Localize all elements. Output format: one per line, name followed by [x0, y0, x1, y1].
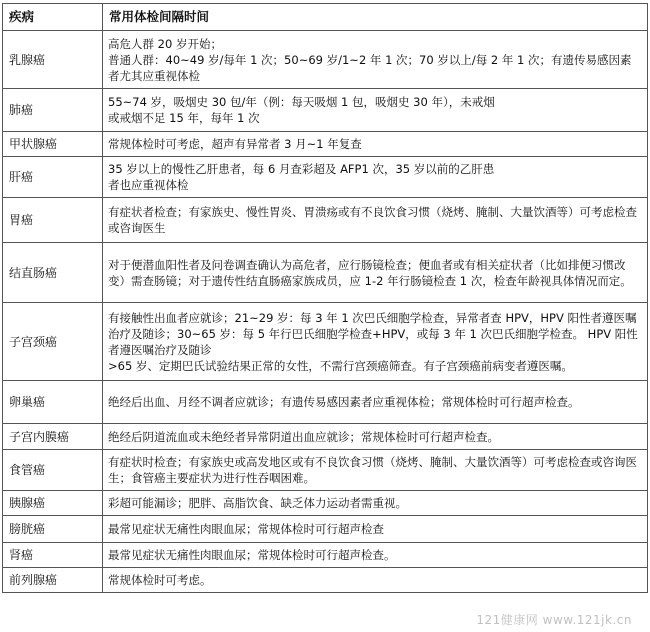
disease-name: 肝癌: [3, 157, 103, 198]
interval-line: 最常见症状无痛性肉眼血尿；常规体检时可行超声检查。: [108, 548, 396, 562]
table-row: [3, 381, 648, 424]
interval-line: 绝经后阴道流血或未绝经者异常阴道出血应就诊；常规体检时可行超声检查。: [108, 429, 499, 444]
table-row: [3, 568, 648, 593]
interval-line: >65 岁、定期巴氏试验结果正常的女性，不需行宫颈癌筛查。有子宫颈癌前病变者遵医嘱。: [108, 358, 573, 373]
interval-line: 常规体检时可考虑，超声有异常者 3 月~1 年复查: [108, 137, 362, 151]
header-disease: 疾病: [3, 4, 103, 31]
interval-text: [103, 89, 648, 132]
interval-text: [103, 198, 648, 243]
table-row: [3, 243, 648, 303]
interval-line: 有接触性出血者应就诊；21~29 岁：每 3 年 1 次巴氏细胞学检查，异常者查 HPV，HPV 阳性者遵医嘱治疗及随诊；30~65 岁：每 5 年行巴氏细胞学检查+HPV，或每 3 年 1 次巴氏细胞学检查。 HPV 阳性者遵医嘱治疗及随诊: [108, 310, 638, 357]
interval-line: 者也应重视体检: [108, 178, 189, 192]
table-row: [3, 424, 648, 450]
table-row: [3, 303, 648, 381]
disease-name: 胃癌: [3, 198, 103, 243]
interval-text: [103, 303, 648, 381]
site-watermark: 121健康网 www.121jk.cn: [476, 613, 632, 627]
interval-text: [103, 543, 648, 568]
disease-name: 子宫颈癌: [3, 303, 103, 381]
disease-name: 前列腺癌: [3, 568, 103, 593]
interval-text: [103, 491, 648, 516]
table-row: [3, 89, 648, 132]
interval-line: 高危人群 20 岁开始；: [108, 36, 222, 51]
interval-line: 有症状时检查；有家族史或高发地区或有不良饮食习惯（烧烤、腌制、大量饮酒等）可考虑检查或咨询医生；食管癌主要症状为进行性吞咽困难。: [108, 455, 637, 485]
table-row: [3, 157, 648, 198]
screening-interval-table: [2, 3, 648, 593]
interval-text: [103, 424, 648, 450]
table-row: [3, 543, 648, 568]
interval-line: 最常见症状无痛性肉眼血尿；常规体检时可行超声检查: [108, 522, 384, 536]
disease-name: 甲状腺癌: [3, 132, 103, 157]
disease-name: 乳腺癌: [3, 31, 103, 89]
interval-text: [103, 381, 648, 424]
interval-line: 普通人群：40~49 岁/每年 1 次；50~69 岁/1~2 年 1 次；70 岁以上/每 2 年 1 次；有遗传易感因素者尤其应重视体检: [108, 52, 632, 83]
interval-text: [103, 157, 648, 198]
header-interval: 常用体检间隔时间: [103, 4, 648, 31]
interval-text: [103, 450, 648, 491]
interval-text: [103, 568, 648, 593]
interval-line: 绝经后出血、月经不调者应就诊；有遗传易感因素者应重视体检；常规体检时可行超声检查。: [108, 395, 580, 409]
table-header-row: [3, 4, 648, 31]
interval-line: 或戒烟不足 15 年，每年 1 次: [108, 111, 260, 125]
table-row: [3, 491, 648, 516]
disease-name: 结直肠癌: [3, 243, 103, 303]
interval-line: 彩超可能漏诊；肥胖、高脂饮食、缺乏体力运动者需重视。: [108, 496, 407, 510]
interval-text: [103, 243, 648, 303]
table-row: [3, 516, 648, 543]
disease-name: 膀胱癌: [3, 516, 103, 543]
interval-text: [103, 516, 648, 543]
disease-name: 肺癌: [3, 89, 103, 132]
interval-text: [103, 31, 648, 89]
interval-line: 有症状者检查；有家族史、慢性胃炎、胃溃疡或有不良饮食习惯（烧烤、腌制、大量饮酒等）可考虑检查或咨询医生: [108, 205, 637, 235]
table-row: [3, 198, 648, 243]
interval-line: 35 岁以上的慢性乙肝患者，每 6 月查彩超及 AFP1 次，35 岁以前的乙肝患: [108, 162, 495, 176]
disease-name: 子宫内膜癌: [3, 424, 103, 450]
disease-name: 食管癌: [3, 450, 103, 491]
disease-name: 肾癌: [3, 543, 103, 568]
table-row: [3, 450, 648, 491]
disease-name: 胰腺癌: [3, 491, 103, 516]
interval-line: 常规体检时可考虑。: [108, 573, 212, 587]
disease-name: 卵巢癌: [3, 381, 103, 424]
interval-text: [103, 132, 648, 157]
table-row: [3, 31, 648, 89]
interval-line: 对于便潜血阳性者及问卷调查确认为高危者，应行肠镜检查；便血者或有相关症状者（比如排便习惯改变）需查肠镜；对于遗传性结直肠癌家族成员，应 1-2 年行肠镜检查 1 次，检查年龄视具体情况而定。: [108, 257, 632, 288]
table-row: [3, 132, 648, 157]
interval-line: 55~74 岁，吸烟史 30 包/年（例：每天吸烟 1 包，吸烟史 30 年），未戒烟: [108, 95, 495, 109]
